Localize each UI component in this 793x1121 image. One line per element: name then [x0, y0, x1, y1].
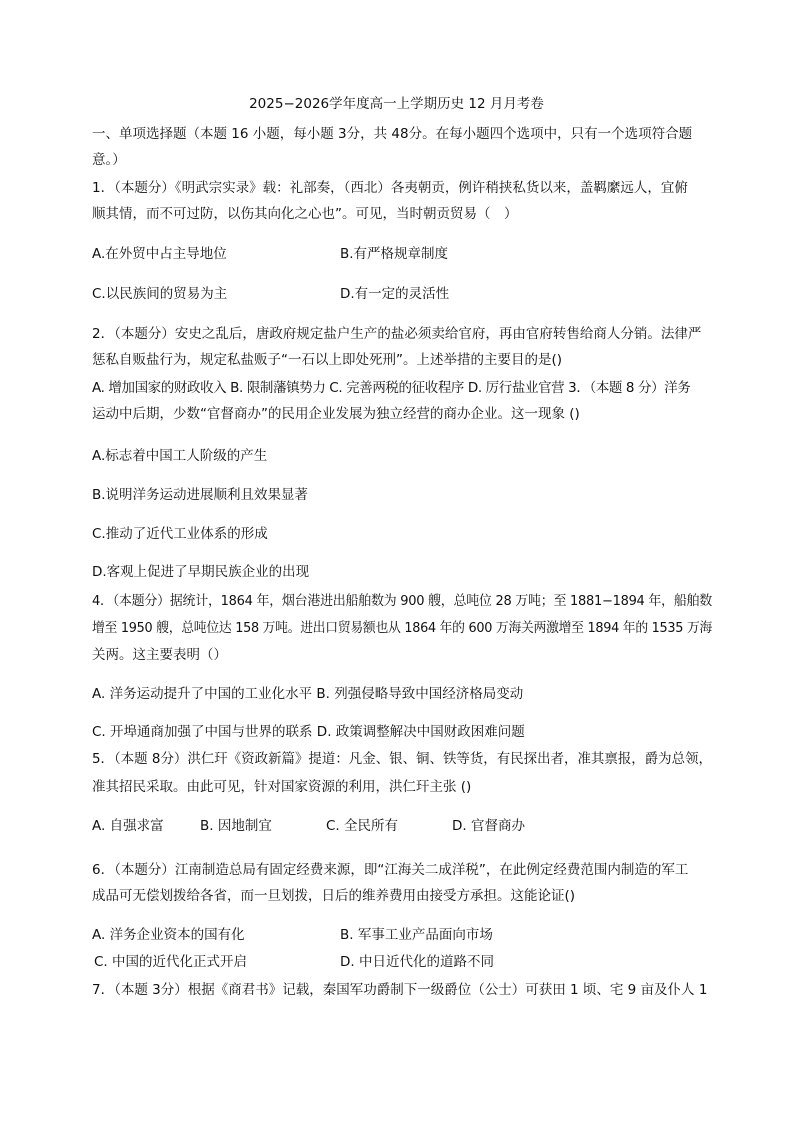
q4-stem-line3: 关两。这主要表明（） [92, 647, 227, 663]
q6-stem-line1: 6．（本题分）江南制造总局有固定经费来源，即“江海关二成洋税”，在此例定经费范围内制造的军工 [92, 862, 689, 878]
exam-title: 2025−2026学年度高一上学期历史 12 月月考卷 [249, 96, 544, 112]
q4-stem-line1: 4．（本题分）据统计，1864 年，烟台港进出船舶数为 900 艘，总吨位 28 万吨；至 1881−1894 年，船舶数 [92, 593, 712, 609]
q2-stem-line1: 2．（本题分）安史之乱后，唐政府规定盐户生产的盐必须卖给官府，再由官府转售给商人分销。法律严 [92, 326, 702, 342]
q4-options-ab: A. 洋务运动提升了中国的工业化水平 B. 列强侵略导致中国经济格局变动 [92, 686, 524, 702]
q3-stem-line2: 运动中后期，少数“官督商办”的民用企业发展为独立经营的商办企业。这一现象 () [92, 406, 580, 422]
q3-option-b: B.说明洋务运动进展顺利且效果显著 [92, 487, 309, 503]
q6-option-a: A. 洋务企业资本的国有化 [92, 927, 245, 943]
q7-stem-line1: 7．（本题 3分）根据《商君书》记载，秦国军功爵制下一级爵位（公士）可获田 1 顷、宅 9 亩及仆人 1 [92, 982, 708, 998]
q5-stem-line2: 准其招民采取。由此可见，针对国家资源的利用，洪仁玕主张 () [92, 779, 472, 795]
q3-option-c: C.推动了近代工业体系的形成 [92, 526, 268, 542]
q1-stem-line2: 顺其情，而不可过防，以伤其向化之心也”。可见，当时朝贡贸易（ ） [92, 206, 518, 222]
q4-stem-line2: 增至 1950 艘，总吨位达 158 万吨。进出口贸易额也从 1864 年的 600 万海关两激增至 1894 年的 1535 万海 [92, 620, 713, 636]
q5-option-c: C. 全民所有 [326, 818, 399, 834]
q1-option-b: B.有严格规章制度 [340, 246, 449, 262]
q6-stem-line2: 成品可无偿划拨给各省，而一旦划拨，日后的维养费用由接受方承担。这能论证() [92, 888, 576, 904]
q5-stem-line1: 5．（本题 8分）洪仁玕《资政新篇》提道：凡金、银、铜、铁等货，有民探出者，准其禀报，爵为总领， [92, 751, 712, 767]
q3-option-d: D.客观上促进了早期民族企业的出现 [92, 564, 310, 580]
q1-option-d: D.有一定的灵活性 [340, 286, 450, 302]
q1-stem-line1: 1．（本题分）《明武宗实录》载：礼部奏，（西北）各夷朝贡，例许稍挟私货以来，盖羁縻远人，宜俯 [92, 180, 688, 196]
section-heading-line2: 意。） [92, 152, 126, 168]
q2-stem-line2: 惩私自贩盐行为，规定私盐贩子“一石以上即处死刑”。上述举措的主要目的是() [92, 352, 563, 368]
q6-option-d: D. 中日近代化的道路不同 [340, 954, 494, 970]
q1-option-a: A.在外贸中占主导地位 [92, 246, 227, 262]
q3-option-a: A.标志着中国工人阶级的产生 [92, 448, 268, 464]
q5-option-b: B. 因地制宜 [200, 818, 272, 834]
q4-options-cd: C. 开埠通商加强了中国与世界的联系 D. 政策调整解决中国财政困难问题 [92, 724, 525, 740]
section-heading-line1: 一、单项选择题（本题 16 小题，每小题 3分，共 48分。在每小题四个选项中，只有一个选项符合题 [92, 126, 693, 142]
q6-option-c: C. 中国的近代化正式开启 [94, 954, 248, 970]
q5-option-a: A. 自强求富 [92, 818, 164, 834]
q1-option-c: C.以民族间的贸易为主 [92, 286, 228, 302]
q5-option-d: D. 官督商办 [452, 818, 525, 834]
q2-options: A. 增加国家的财政收入 B. 限制藩镇势力 C. 完善两税的征收程序 D. 厉行盐业官营 3．（本题 8 分）洋务 [92, 380, 691, 396]
q6-option-b: B. 军事工业产品面向市场 [340, 927, 493, 943]
